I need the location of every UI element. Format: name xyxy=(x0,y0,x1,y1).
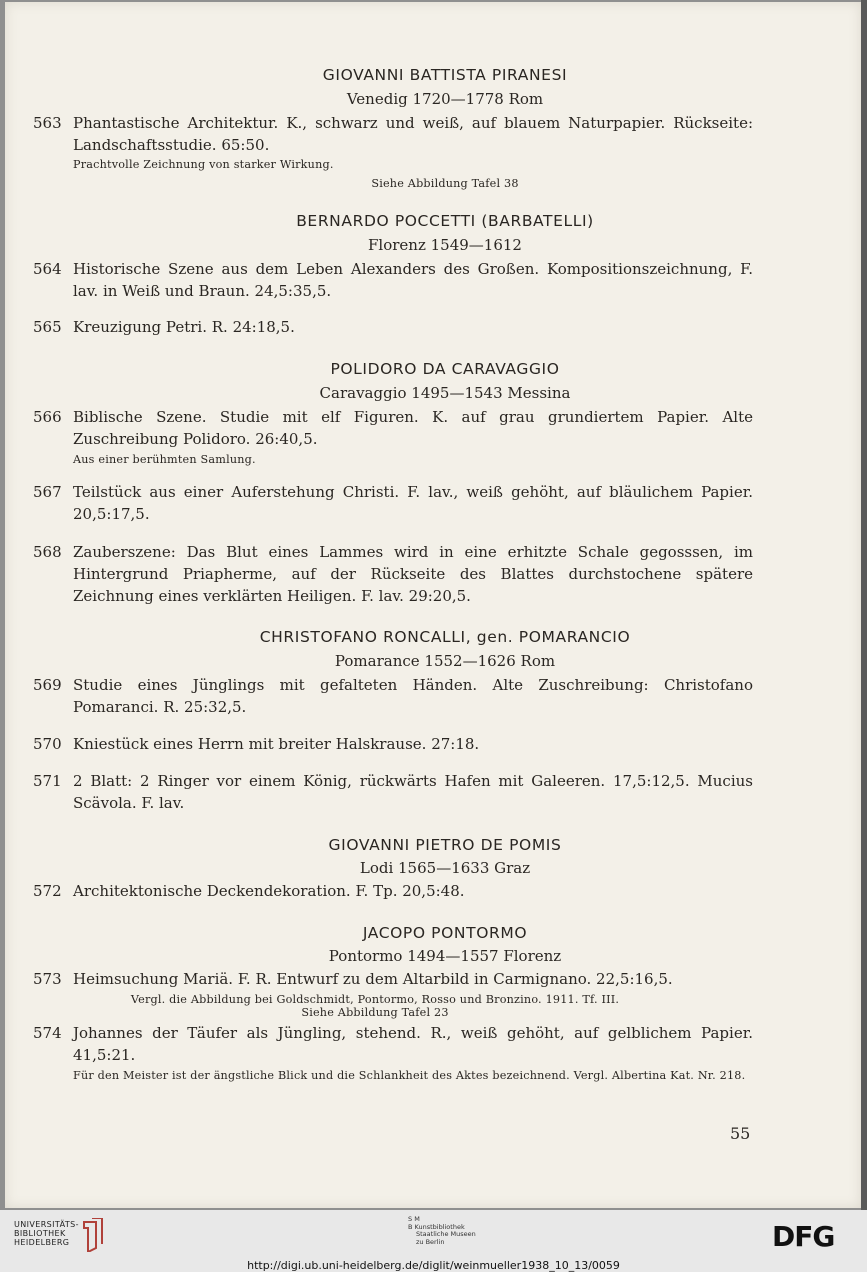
lot-number: 566 xyxy=(33,408,62,426)
lot-number: 571 xyxy=(33,772,62,790)
lot-description: Heimsuchung Mariä. F. R. Entwurf zu dem Altarbild in Carmignano. 22,5:16,5. xyxy=(73,970,673,988)
source-url[interactable]: http://digi.ub.uni-heidelberg.de/diglit/weinmueller1938_10_13/0059 xyxy=(247,1259,620,1272)
artist-heading: JACOPO PONTORMO xyxy=(362,924,528,942)
lot-description: Kniestück eines Herrn mit breiter Halskrause. 27:18. xyxy=(73,735,480,753)
plate-reference: Siehe Abbildung Tafel 38 xyxy=(371,177,519,190)
artist-life-dates: Pomarance 1552—1626 Rom xyxy=(334,652,556,670)
lot-number: 569 xyxy=(33,676,62,694)
lot-number: 574 xyxy=(33,1024,62,1042)
lot-number: 564 xyxy=(33,260,62,278)
artist-heading: POLIDORO DA CARAVAGGIO xyxy=(330,360,560,378)
lot-description: 2 Blatt: 2 Ringer vor einem König, rückwärts Hafen mit Galeeren. 17,5:12,5. Mucius Scävola. F. lav. xyxy=(73,772,753,812)
library-name: UNIVERSITÄTS- BIBLIOTHEK HEIDELBERG xyxy=(14,1220,79,1247)
museum-stamp: S M B Kunstbibliothek Staatliche Museen zu Berlin xyxy=(408,1215,476,1246)
catalog-page xyxy=(5,2,861,1208)
lot-number: 570 xyxy=(33,735,62,753)
artist-heading: CHRISTOFANO RONCALLI, gen. POMARANCIO xyxy=(259,628,631,646)
lot-description: Phantastische Architektur. K., schwarz und weiß, auf blauem Naturpapier. Rückseite: Landschaftsstudie. 65:50. xyxy=(73,114,753,154)
artist-life-dates: Venedig 1720—1778 Rom xyxy=(346,90,544,108)
lot-number: 567 xyxy=(33,483,62,501)
lot-description: Teilstück aus einer Auferstehung Christi. F. lav., weiß gehöht, auf bläulichem Papier. 20,5:17,5. xyxy=(73,483,753,523)
library-logo-icon xyxy=(82,1218,104,1252)
dfg-logo: DFG xyxy=(772,1220,835,1253)
lot-description: Kreuzigung Petri. R. 24:18,5. xyxy=(73,318,295,336)
lot-note: Aus einer berühmten Samlung. xyxy=(73,453,256,466)
page-edge xyxy=(861,0,867,1210)
lot-description: Architektonische Deckendekoration. F. Tp. 20,5:48. xyxy=(73,882,465,900)
lot-description: Historische Szene aus dem Leben Alexanders des Großen. Kompositionszeichnung, F. lav. in Weiß und Braun. 24,5:35,5. xyxy=(73,260,753,300)
lot-description: Zauberszene: Das Blut eines Lammes wird in eine erhitzte Schale gegosssen, im Hintergrund Priapherme, auf der Rückseite des Blattes durchstochene spätere Zeichnung eines verklärten Heiligen. F. lav. 29:20,5. xyxy=(73,543,753,605)
page-number: 55 xyxy=(730,1124,751,1143)
lot-note: Für den Meister ist der ängstliche Blick und die Schlankheit des Aktes bezeichnend. Vergl. Albertina Kat. Nr. 218. xyxy=(73,1069,746,1082)
lot-description: Studie eines Jünglings mit gefalteten Händen. Alte Zuschreibung: Christofano Pomaranci. R. 25:32,5. xyxy=(73,676,753,716)
plate-reference: Siehe Abbildung Tafel 23 xyxy=(301,1006,449,1019)
artist-heading: BERNARDO POCCETTI (BARBATELLI) xyxy=(296,212,594,230)
artist-life-dates: Lodi 1565—1633 Graz xyxy=(359,859,531,877)
lot-note: Prachtvolle Zeichnung von starker Wirkung. xyxy=(73,158,334,171)
lot-number: 573 xyxy=(33,970,62,988)
artist-heading: GIOVANNI PIETRO DE POMIS xyxy=(328,836,562,854)
lot-description: Johannes der Täufer als Jüngling, stehend. R., weiß gehöht, auf gelblichem Papier. 41,5:21. xyxy=(73,1024,753,1064)
lot-number: 565 xyxy=(33,318,62,336)
artist-life-dates: Florenz 1549—1612 xyxy=(368,236,522,254)
artist-heading: GIOVANNI BATTISTA PIRANESI xyxy=(322,66,568,84)
lot-number: 572 xyxy=(33,882,62,900)
artist-life-dates: Pontormo 1494—1557 Florenz xyxy=(328,947,562,965)
artist-life-dates: Caravaggio 1495—1543 Messina xyxy=(319,384,571,402)
lot-description: Biblische Szene. Studie mit elf Figuren. K. auf grau grundiertem Papier. Alte Zuschreibung Polidoro. 26:40,5. xyxy=(73,408,753,448)
lot-note: Vergl. die Abbildung bei Goldschmidt, Pontormo, Rosso und Bronzino. 1911. Tf. III. xyxy=(130,993,620,1006)
lot-number: 563 xyxy=(33,114,62,132)
lot-number: 568 xyxy=(33,543,62,561)
